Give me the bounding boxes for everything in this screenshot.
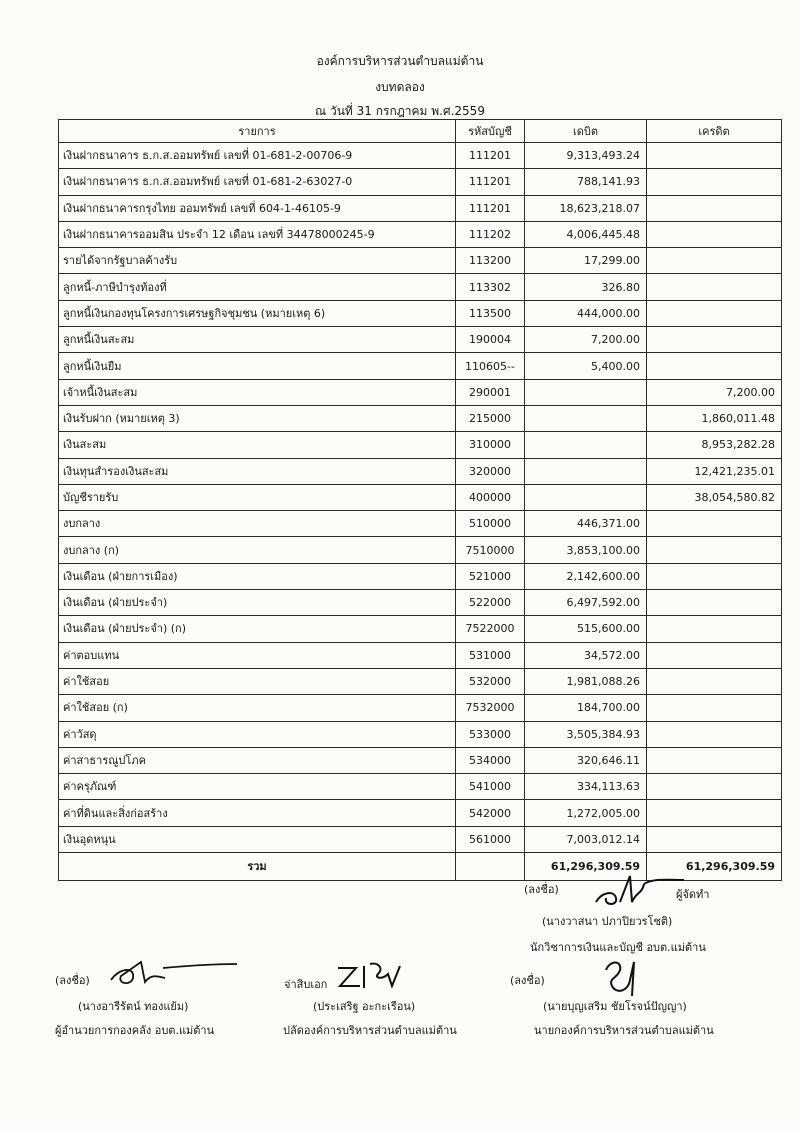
finance-name: (นางอารีรัตน์ ทองแย้ม) bbox=[78, 1000, 189, 1013]
table-row bbox=[59, 537, 782, 563]
row-credit bbox=[647, 537, 782, 563]
report-date: ณ วันที่ 31 กรกฎาคม พ.ศ.2559 bbox=[315, 104, 485, 118]
row-item-name: เงินฝากธนาคาร ธ.ก.ส.ออมทรัพย์ เลขที่ 01-681-2-63027-0 bbox=[59, 169, 456, 195]
palad-name: (ประเสริฐ อะกะเรือน) bbox=[313, 1000, 416, 1013]
row-account-code: 320000 bbox=[456, 458, 525, 484]
mayor-signature-icon bbox=[596, 956, 644, 998]
row-item-name: เงินทุนสำรองเงินสะสม bbox=[59, 458, 456, 484]
row-item-name: เงินอุดหนุน bbox=[59, 826, 456, 852]
row-item-name: ค่าตอบแทน bbox=[59, 642, 456, 668]
row-debit: 446,371.00 bbox=[525, 511, 647, 537]
palad-signed-label: จ่าสิบเอก bbox=[284, 978, 328, 991]
row-credit bbox=[647, 511, 782, 537]
row-item-name: เงินรับฝาก (หมายเหตุ 3) bbox=[59, 405, 456, 431]
table-row bbox=[59, 800, 782, 826]
row-account-code: 531000 bbox=[456, 642, 525, 668]
row-account-code: 190004 bbox=[456, 327, 525, 353]
row-item-name: บัญชีรายรับ bbox=[59, 484, 456, 510]
row-credit bbox=[647, 221, 782, 247]
row-credit bbox=[647, 248, 782, 274]
mayor-position: นายกองค์การบริหารส่วนตำบลแม่ต้าน bbox=[534, 1024, 714, 1037]
row-account-code: 215000 bbox=[456, 405, 525, 431]
row-account-code: 113302 bbox=[456, 274, 525, 300]
row-item-name: เงินเดือน (ฝ่ายการเมือง) bbox=[59, 563, 456, 589]
preparer-signature-icon bbox=[592, 872, 687, 910]
palad-position: ปลัดองค์การบริหารส่วนตำบลแม่ต้าน bbox=[283, 1024, 457, 1037]
row-account-code: 521000 bbox=[456, 563, 525, 589]
preparer-name: (นางวาสนา ปภาปิยวรโชติ) bbox=[542, 915, 673, 928]
row-credit: 38,054,580.82 bbox=[647, 484, 782, 510]
row-debit: 444,000.00 bbox=[525, 300, 647, 326]
row-item-name: งบกลาง bbox=[59, 511, 456, 537]
report-title: งบทดลอง bbox=[375, 80, 425, 94]
mayor-name: (นายบุญเสริม ชัยโรจน์ปัญญา) bbox=[543, 1000, 687, 1013]
row-account-code: 113500 bbox=[456, 300, 525, 326]
row-debit bbox=[525, 484, 647, 510]
row-item-name: ค่าสาธารณูปโภค bbox=[59, 747, 456, 773]
row-debit: 3,853,100.00 bbox=[525, 537, 647, 563]
row-debit: 4,006,445.48 bbox=[525, 221, 647, 247]
total-code-cell bbox=[456, 853, 525, 881]
row-item-name: ลูกหนี้เงินสะสม bbox=[59, 327, 456, 353]
row-debit: 3,505,384.93 bbox=[525, 721, 647, 747]
total-debit: 61,296,309.59 bbox=[525, 853, 647, 881]
row-item-name: เงินเดือน (ฝ่ายประจำ) (ก) bbox=[59, 616, 456, 642]
row-debit: 1,981,088.26 bbox=[525, 668, 647, 694]
row-account-code: 541000 bbox=[456, 774, 525, 800]
table-row bbox=[59, 695, 782, 721]
table-row bbox=[59, 484, 782, 510]
row-item-name: เงินเดือน (ฝ่ายประจำ) bbox=[59, 590, 456, 616]
row-credit bbox=[647, 563, 782, 589]
preparer-position: นักวิชาการเงินและบัญชี อบต.แม่ต้าน bbox=[530, 941, 706, 954]
row-account-code: 534000 bbox=[456, 747, 525, 773]
row-account-code: 522000 bbox=[456, 590, 525, 616]
row-item-name: เจ้าหนี้เงินสะสม bbox=[59, 379, 456, 405]
table-row bbox=[59, 169, 782, 195]
row-credit bbox=[647, 353, 782, 379]
row-credit bbox=[647, 195, 782, 221]
row-item-name: ค่าครุภัณฑ์ bbox=[59, 774, 456, 800]
row-account-code: 290001 bbox=[456, 379, 525, 405]
row-credit bbox=[647, 616, 782, 642]
table-row bbox=[59, 616, 782, 642]
row-debit bbox=[525, 405, 647, 431]
table-row bbox=[59, 774, 782, 800]
row-item-name: ค่าที่ดินและสิ่งก่อสร้าง bbox=[59, 800, 456, 826]
row-credit bbox=[647, 774, 782, 800]
table-row bbox=[59, 300, 782, 326]
row-credit bbox=[647, 721, 782, 747]
row-debit bbox=[525, 458, 647, 484]
row-credit bbox=[647, 300, 782, 326]
row-account-code: 110605-- bbox=[456, 353, 525, 379]
table-row bbox=[59, 248, 782, 274]
row-debit: 184,700.00 bbox=[525, 695, 647, 721]
row-item-name: งบกลาง (ก) bbox=[59, 537, 456, 563]
row-item-name: ค่าวัสดุ bbox=[59, 721, 456, 747]
table-row bbox=[59, 511, 782, 537]
row-item-name: รายได้จากรัฐบาลค้างรับ bbox=[59, 248, 456, 274]
row-credit: 12,421,235.01 bbox=[647, 458, 782, 484]
finance-signed-label: (ลงชื่อ) bbox=[55, 974, 90, 987]
row-debit: 9,313,493.24 bbox=[525, 143, 647, 169]
table-row bbox=[59, 642, 782, 668]
row-account-code: 532000 bbox=[456, 668, 525, 694]
row-account-code: 7522000 bbox=[456, 616, 525, 642]
table-row bbox=[59, 274, 782, 300]
row-debit: 34,572.00 bbox=[525, 642, 647, 668]
total-label: รวม bbox=[59, 853, 456, 881]
row-account-code: 7510000 bbox=[456, 537, 525, 563]
row-account-code: 510000 bbox=[456, 511, 525, 537]
row-item-name: ลูกหนี้-ภาษีบำรุงท้องที่ bbox=[59, 274, 456, 300]
col-header-item: รายการ bbox=[59, 120, 456, 143]
row-item-name: ค่าใช้สอย bbox=[59, 668, 456, 694]
row-item-name: เงินฝากธนาคารออมสิน ประจำ 12 เดือน เลขที่ 34478000245-9 bbox=[59, 221, 456, 247]
row-credit bbox=[647, 800, 782, 826]
row-account-code: 7532000 bbox=[456, 695, 525, 721]
row-debit: 788,141.93 bbox=[525, 169, 647, 195]
row-credit bbox=[647, 747, 782, 773]
row-account-code: 561000 bbox=[456, 826, 525, 852]
row-debit: 7,200.00 bbox=[525, 327, 647, 353]
table-row bbox=[59, 327, 782, 353]
row-debit: 5,400.00 bbox=[525, 353, 647, 379]
row-credit bbox=[647, 143, 782, 169]
row-item-name: เงินฝากธนาคารกรุงไทย ออมทรัพย์ เลขที่ 604-1-46105-9 bbox=[59, 195, 456, 221]
row-account-code: 111201 bbox=[456, 169, 525, 195]
table-header-row bbox=[59, 120, 782, 143]
preparer-signed-label: (ลงชื่อ) bbox=[524, 883, 559, 896]
row-debit: 17,299.00 bbox=[525, 248, 647, 274]
row-credit: 8,953,282.28 bbox=[647, 432, 782, 458]
row-debit: 1,272,005.00 bbox=[525, 800, 647, 826]
row-account-code: 111201 bbox=[456, 195, 525, 221]
row-credit bbox=[647, 590, 782, 616]
total-credit: 61,296,309.59 bbox=[647, 853, 782, 881]
row-credit bbox=[647, 826, 782, 852]
row-debit: 326.80 bbox=[525, 274, 647, 300]
row-credit bbox=[647, 327, 782, 353]
row-account-code: 533000 bbox=[456, 721, 525, 747]
trial-balance-table bbox=[58, 119, 782, 881]
row-item-name: ลูกหนี้เงินกองทุนโครงการเศรษฐกิจชุมชน (หมายเหตุ 6) bbox=[59, 300, 456, 326]
col-header-credit: เครดิต bbox=[647, 120, 782, 143]
row-debit: 334,113.63 bbox=[525, 774, 647, 800]
row-debit: 515,600.00 bbox=[525, 616, 647, 642]
table-row bbox=[59, 353, 782, 379]
preparer-role: ผู้จัดทำ bbox=[676, 888, 710, 901]
row-credit: 1,860,011.48 bbox=[647, 405, 782, 431]
row-item-name: เงินฝากธนาคาร ธ.ก.ส.ออมทรัพย์ เลขที่ 01-681-2-00706-9 bbox=[59, 143, 456, 169]
row-item-name: ค่าใช้สอย (ก) bbox=[59, 695, 456, 721]
row-debit bbox=[525, 432, 647, 458]
table-row bbox=[59, 590, 782, 616]
table-row bbox=[59, 668, 782, 694]
table-row bbox=[59, 221, 782, 247]
row-account-code: 542000 bbox=[456, 800, 525, 826]
col-header-code: รหัสบัญชี bbox=[456, 120, 525, 143]
row-debit: 18,623,218.07 bbox=[525, 195, 647, 221]
table-row bbox=[59, 405, 782, 431]
finance-position: ผู้อำนวยการกองคลัง อบต.แม่ต้าน bbox=[55, 1024, 215, 1037]
mayor-signed-label: (ลงชื่อ) bbox=[510, 974, 545, 987]
table-row bbox=[59, 563, 782, 589]
row-item-name: ลูกหนี้เงินยืม bbox=[59, 353, 456, 379]
row-credit: 7,200.00 bbox=[647, 379, 782, 405]
finance-signature-icon bbox=[105, 958, 240, 988]
row-account-code: 111201 bbox=[456, 143, 525, 169]
col-header-debit: เดบิต bbox=[525, 120, 647, 143]
palad-signature-icon bbox=[334, 960, 406, 992]
row-debit: 2,142,600.00 bbox=[525, 563, 647, 589]
row-credit bbox=[647, 668, 782, 694]
table-row bbox=[59, 747, 782, 773]
table-row bbox=[59, 432, 782, 458]
row-account-code: 400000 bbox=[456, 484, 525, 510]
row-credit bbox=[647, 169, 782, 195]
row-debit: 6,497,592.00 bbox=[525, 590, 647, 616]
row-debit: 320,646.11 bbox=[525, 747, 647, 773]
row-account-code: 111202 bbox=[456, 221, 525, 247]
row-account-code: 310000 bbox=[456, 432, 525, 458]
table-row bbox=[59, 721, 782, 747]
table-row bbox=[59, 143, 782, 169]
table-row bbox=[59, 826, 782, 852]
row-credit bbox=[647, 695, 782, 721]
row-item-name: เงินสะสม bbox=[59, 432, 456, 458]
table-row bbox=[59, 379, 782, 405]
row-account-code: 113200 bbox=[456, 248, 525, 274]
row-debit: 7,003,012.14 bbox=[525, 826, 647, 852]
row-credit bbox=[647, 274, 782, 300]
table-row bbox=[59, 195, 782, 221]
table-row bbox=[59, 458, 782, 484]
row-credit bbox=[647, 642, 782, 668]
row-debit bbox=[525, 379, 647, 405]
org-name: องค์การบริหารส่วนตำบลแม่ต้าน bbox=[316, 54, 484, 68]
